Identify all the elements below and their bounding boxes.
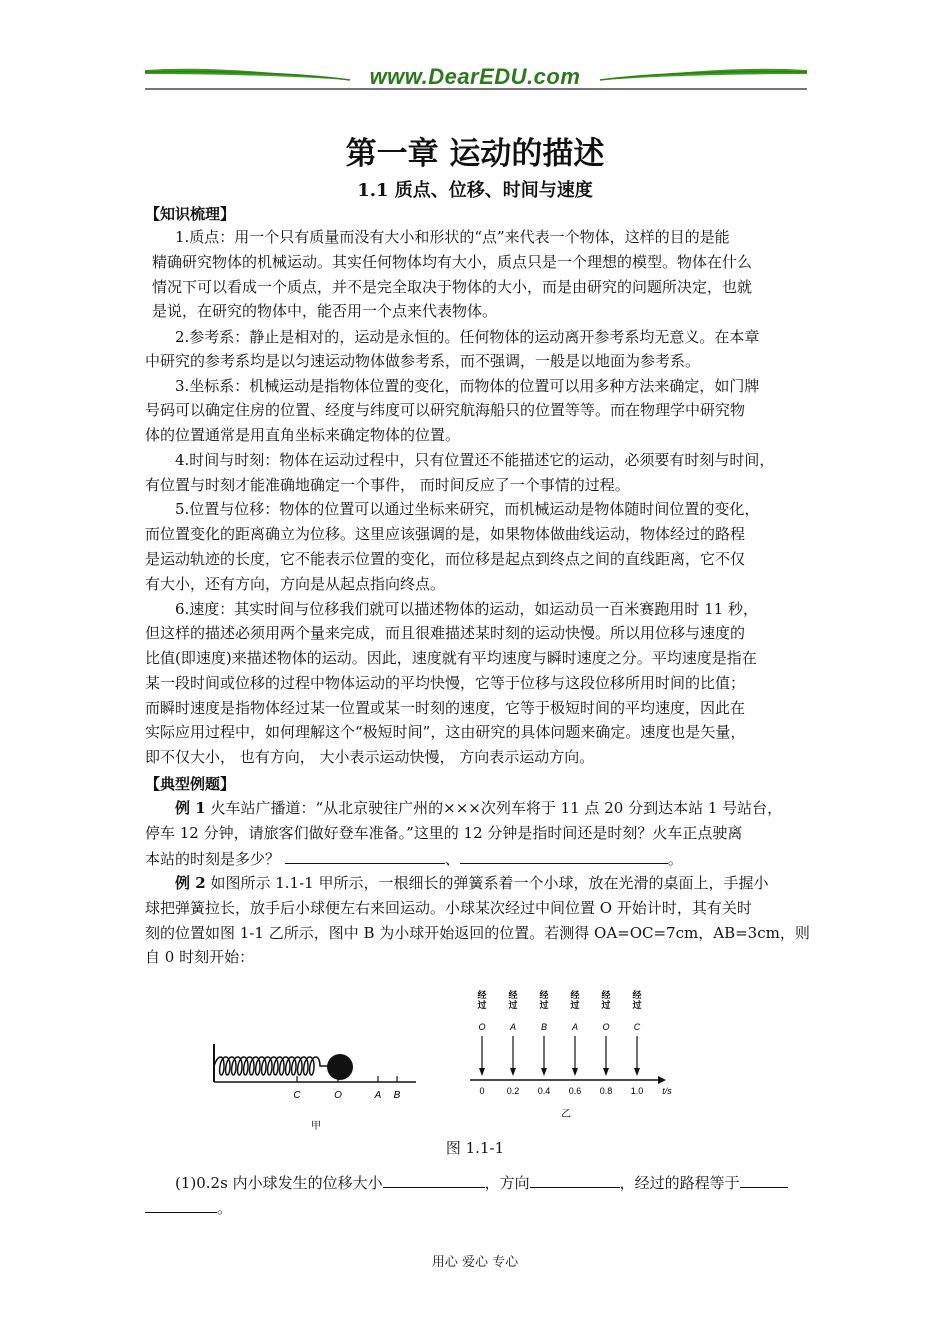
- label-B: B: [393, 1090, 401, 1101]
- figure-jia: [214, 1044, 416, 1132]
- question-1-text: ，经过的路程等于: [619, 1174, 740, 1192]
- event-label: 经过: [632, 990, 642, 1010]
- event-label: 经过: [539, 990, 549, 1010]
- section-subtitle: 1.1 质点、位移、时间与速度: [357, 180, 593, 201]
- event-label: 经过: [508, 990, 518, 1010]
- paragraph-line: 但这样的描述必须用两个量来完成，而且很难描述某时刻的运动快慢。所以用位移与速度的: [145, 624, 746, 642]
- position-label: C: [633, 1022, 641, 1032]
- label-yi: 乙: [561, 1109, 571, 1120]
- paragraph-line: 中研究的参考系均是以匀速运动物体做参考系，而不强调，一般是以地面为参考系。: [145, 352, 701, 370]
- paragraph-line: 3.坐标系：机械运动是指物体位置的变化，而物体的位置可以用多种方法来确定，如门牌: [175, 377, 760, 395]
- paragraph-line: 是说，在研究的物体中，能否用一个点来代表物体。: [152, 302, 498, 320]
- event-label: 经过: [570, 990, 580, 1010]
- period: 。: [217, 1199, 233, 1217]
- position-label: A: [509, 1022, 517, 1032]
- event-label: 经过: [601, 990, 611, 1010]
- answer-blank-2[interactable]: [460, 849, 668, 864]
- spring: [214, 1057, 328, 1075]
- paragraph-line: 有大小，还有方向，方向是从起点指向终点。: [145, 575, 446, 593]
- example-1-line: [145, 849, 683, 868]
- arrow-head: [634, 1068, 640, 1076]
- paragraph-line: 而位置变化的距离确立为位移。这里应该强调的是，如果物体做曲线运动，物体经过的路程: [145, 525, 746, 543]
- section-heading-examples: 【典型例题】: [145, 775, 236, 793]
- position-label: O: [478, 1022, 486, 1032]
- paragraph-line: 5.位置与位移：物体的位置可以通过坐标来研究，而机械运动是物体随时间位置的变化，: [175, 500, 760, 518]
- chapter-title: 第一章 运动的描述: [345, 136, 605, 172]
- figure-caption: 图 1.1-1: [445, 1139, 505, 1157]
- question-1-line: [145, 1198, 232, 1217]
- answer-blank-distance[interactable]: [740, 1173, 788, 1188]
- question-1-text: ，方向: [484, 1174, 530, 1192]
- label-O: O: [334, 1090, 342, 1101]
- paragraph-line: 比值(即速度)来描述物体的运动。因此，速度就有平均速度与瞬时速度之分。平均速度是指在: [145, 649, 757, 667]
- paragraph-line: 1.质点：用一个只有质量而没有大小和形状的“点”来代表一个物体，这样的目的是能: [175, 228, 730, 246]
- example-2-line: [175, 874, 768, 892]
- paragraph-line: 体的位置通常是用直角坐标来确定物体的位置。: [145, 426, 461, 444]
- example-2-label: 例 2: [175, 874, 206, 892]
- ball: [327, 1054, 353, 1080]
- example-2-line: 自 0 时刻开始：: [145, 948, 255, 966]
- paragraph-line: 而瞬时速度是指物体经过某一位置或某一时刻的速度，它等于极短时间的平均速度，因此在: [145, 699, 746, 717]
- example-1-text: 本站的时刻是多少？: [145, 850, 281, 868]
- answer-blank-displacement[interactable]: [383, 1173, 485, 1188]
- paragraph-line: 有位置与时刻才能准确地确定一个事件， 而时间反应了一个事情的过程。: [145, 476, 630, 494]
- paragraph-line: 4.时间与时刻：物体在运动过程中，只有位置还不能描述它的运动，必须要有时刻与时间，: [175, 451, 775, 469]
- axis-unit: t/s: [662, 1086, 672, 1096]
- section-heading-knowledge: 【知识梳理】: [145, 205, 236, 223]
- separator: 、: [444, 850, 460, 868]
- paragraph-line: 实际应用过程中，如何理解这个“极短时间”，这由研究的具体问题来确定。速度也是矢量，: [145, 723, 746, 741]
- arrow-head: [510, 1068, 516, 1076]
- event-label: 经过: [477, 990, 487, 1010]
- paragraph-line: 6.速度：其实时间与位移我们就可以描述物体的运动，如运动员一百米赛跑用时 11 秒，: [175, 600, 758, 618]
- label-jia: 甲: [311, 1121, 321, 1132]
- position-label: A: [571, 1022, 579, 1032]
- time-tick-label: 1.0: [630, 1086, 644, 1096]
- label-A: A: [374, 1090, 382, 1101]
- page-footer: 用心 爱心 专心: [431, 1255, 519, 1270]
- example-1-text: 火车站广播道：“从北京驶往广州的×××次列车将于 11 点 20 分到达本站 1 号站台，: [210, 799, 783, 817]
- example-2-text: 如图所示 1.1-1 甲所示，一根细长的弹簧系着一个小球，放在光滑的桌面上，手握小: [210, 874, 769, 892]
- figure-1-1: [210, 988, 670, 1133]
- example-2-line: 刻的位置如图 1-1 乙所示，图中 B 为小球开始返回的位置。若测得 OA=OC=7cm，AB=3cm，则: [145, 924, 810, 942]
- answer-blank-distance-cont[interactable]: [145, 1198, 217, 1213]
- label-C: C: [293, 1090, 301, 1101]
- paragraph-line: 即不仅大小， 也有方向， 大小表示运动快慢， 方向表示运动方向。: [145, 748, 595, 766]
- time-tick-label: 0.2: [506, 1086, 520, 1096]
- answer-blank-1[interactable]: [285, 849, 445, 864]
- axis-arrow: [658, 1076, 666, 1084]
- figure-yi: [470, 989, 672, 1120]
- example-2-line: 球把弹簧拉长，放手后小球便左右来回运动。小球某次经过中间位置 O 开始计时，其有关时: [145, 899, 752, 917]
- paragraph-line: 是运动轨迹的长度，它不能表示位置的变化，而位移是起点到终点之间的直线距离，它不仅: [145, 550, 746, 568]
- time-tick-label: 0: [479, 1086, 485, 1096]
- answer-blank-direction[interactable]: [530, 1173, 620, 1188]
- example-1-line: [175, 799, 782, 817]
- paragraph-line: 2.参考系：静止是相对的，运动是永恒的。任何物体的运动离开参考系均无意义。在本章: [175, 328, 760, 346]
- position-label: O: [602, 1022, 610, 1032]
- arrow-head: [479, 1068, 485, 1076]
- period: 。: [667, 850, 683, 868]
- paragraph-line: 号码可以确定住房的位置、经度与纬度可以研究航海船只的位置等等。而在物理学中研究物: [145, 401, 746, 419]
- site-logo-text[interactable]: www.DearEDU.com: [369, 64, 581, 89]
- time-tick-label: 0.6: [568, 1086, 582, 1096]
- question-1-line: [175, 1173, 788, 1192]
- example-1-label: 例 1: [175, 799, 206, 817]
- time-tick-label: 0.8: [599, 1086, 613, 1096]
- example-1-line: 停车 12 分钟，请旅客们做好登车准备。”这里的 12 分钟是指时间还是时刻？火车正点驶离: [145, 824, 743, 842]
- arrow-head: [572, 1068, 578, 1076]
- arrow-head: [541, 1068, 547, 1076]
- paragraph-line: 情况下可以看成一个质点，并不是完全取决于物体的大小，而是由研究的问题所决定，也就: [152, 278, 753, 296]
- position-label: B: [540, 1022, 548, 1032]
- paragraph-line: 精确研究物体的机械运动。其实任何物体均有大小，质点只是一个理想的模型。物体在什么: [152, 253, 753, 271]
- arrow-head: [603, 1068, 609, 1076]
- paragraph-line: 某一段时间或位移的过程中物体运动的平均快慢，它等于位移与这段位移所用时间的比值；: [145, 674, 746, 692]
- time-tick-label: 0.4: [537, 1086, 551, 1096]
- question-1-text: (1)0.2s 内小球发生的位移大小: [175, 1174, 383, 1192]
